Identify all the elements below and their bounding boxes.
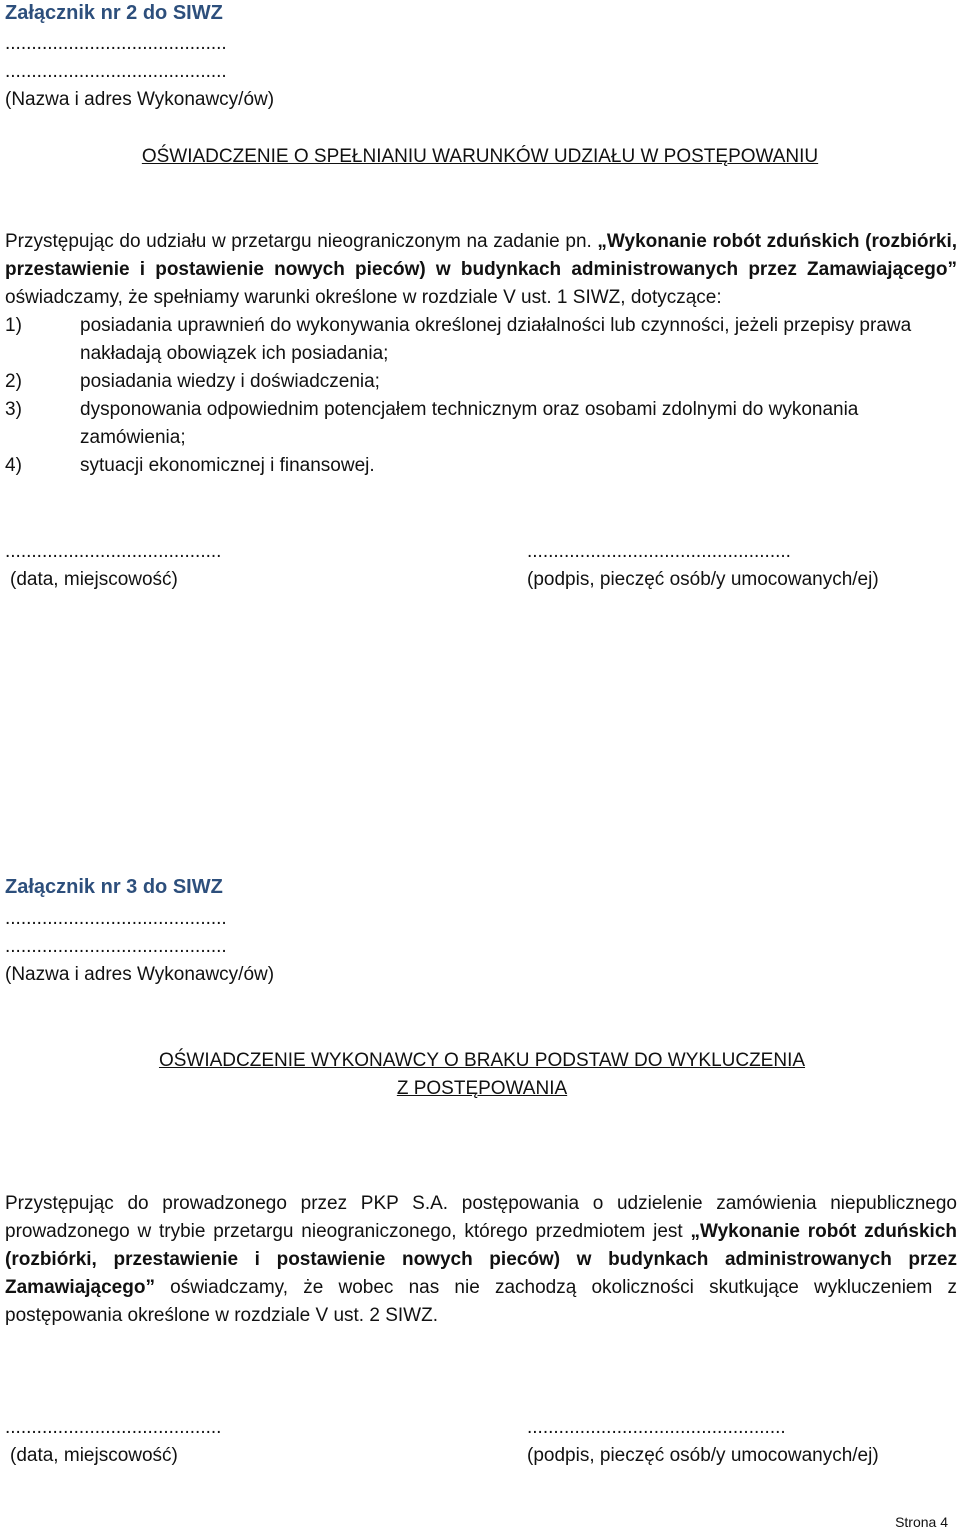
annex2-dots-line-1: ..........................................	[5, 33, 227, 54]
annex2-date-place-caption: (data, miejscowość)	[10, 569, 178, 590]
list-item-text: posiadania uprawnień do wykonywania określonej działalności lub czynności, jeżeli przepisy prawa nakładają obowiązek ich posiadania;	[80, 315, 912, 364]
annex2-date-dots: .........................................	[5, 541, 222, 562]
annex3-heading-line-1: OŚWIADCZENIE WYKONAWCY O BRAKU PODSTAW DO WYKLUCZENIA	[158, 1050, 806, 1071]
annex3-signature-dots: .................................................	[527, 1417, 786, 1438]
annex2-intro-bold: „Wykonanie robót zduńskich (rozbiórki, przestawienie i postawienie nowych pieców) w budynkach administrowanych przez Zamawiającego”	[5, 231, 957, 280]
annex3-statement-paragraph	[5, 1190, 957, 1330]
annex2-heading: OŚWIADCZENIE O SPEŁNIANIU WARUNKÓW UDZIAŁU W POSTĘPOWANIU	[141, 146, 819, 167]
annex2-intro-text-1: Przystępując do udziału w przetargu nieograniczonym na zadanie pn.	[5, 231, 598, 252]
annex3-heading-line-2: Z POSTĘPOWANIA	[396, 1078, 568, 1099]
annex3-intro-text-2: oświadczamy, że wobec nas nie zachodzą okoliczności skutkujące wykluczeniem z postępowania określone w rozdziale V ust. 2 SIWZ.	[5, 1277, 957, 1326]
list-item-number: 2)	[5, 371, 22, 392]
list-item	[5, 368, 957, 396]
annex2-intro-text-2: oświadczamy, że spełniamy warunki określone w rozdziale V ust. 1 SIWZ, dotyczące:	[5, 287, 722, 308]
annex3-dots-line-2: ..........................................	[5, 936, 227, 957]
annex2-dots-line-2: ..........................................	[5, 61, 227, 82]
list-item	[5, 312, 957, 368]
annex3-intro-text-1: Przystępując do prowadzonego przez PKP S.A. postępowania o udzielenie zamówienia niepublicznego prowadzonego w trybie przetargu nieograniczonego, którego przedmiotem jest	[5, 1193, 957, 1242]
annex2-statement	[5, 228, 957, 480]
annex3-intro-bold: „Wykonanie robót zduńskich (rozbiórki, przestawienie i postawienie nowych pieców) w budynkach administrowanych przez Zamawiającego”	[5, 1221, 957, 1298]
annex2-title: Załącznik nr 2 do SIWZ	[5, 2, 223, 24]
annex3-signature-caption: (podpis, pieczęć osób/y umocowanych/ej)	[527, 1445, 879, 1466]
list-item-number: 1)	[5, 315, 22, 336]
annex3-contractor-caption: (Nazwa i adres Wykonawcy/ów)	[5, 964, 275, 985]
annex2-signature-dots: ..................................................	[527, 541, 791, 562]
list-item	[5, 396, 957, 452]
list-item-text: dysponowania odpowiednim potencjałem technicznym oraz osobami zdolnymi do wykonania zamówienia;	[80, 399, 859, 448]
list-item-number: 4)	[5, 455, 22, 476]
list-item-number: 3)	[5, 399, 22, 420]
list-item	[5, 452, 957, 480]
annex3-date-place-caption: (data, miejscowość)	[10, 1445, 178, 1466]
annex2-signature-caption: (podpis, pieczęć osób/y umocowanych/ej)	[527, 569, 879, 590]
annex2-intro-paragraph	[5, 228, 957, 312]
list-item-text: posiadania wiedzy i doświadczenia;	[80, 371, 380, 392]
annex2-conditions-list	[5, 312, 957, 480]
annex2-contractor-caption: (Nazwa i adres Wykonawcy/ów)	[5, 89, 275, 110]
annex3-date-dots: .........................................	[5, 1417, 222, 1438]
page-number: Strona 4	[895, 1514, 948, 1530]
annex3-dots-line-1: ..........................................	[5, 908, 227, 929]
annex3-title: Załącznik nr 3 do SIWZ	[5, 876, 223, 898]
list-item-text: sytuacji ekonomicznej i finansowej.	[80, 455, 375, 476]
